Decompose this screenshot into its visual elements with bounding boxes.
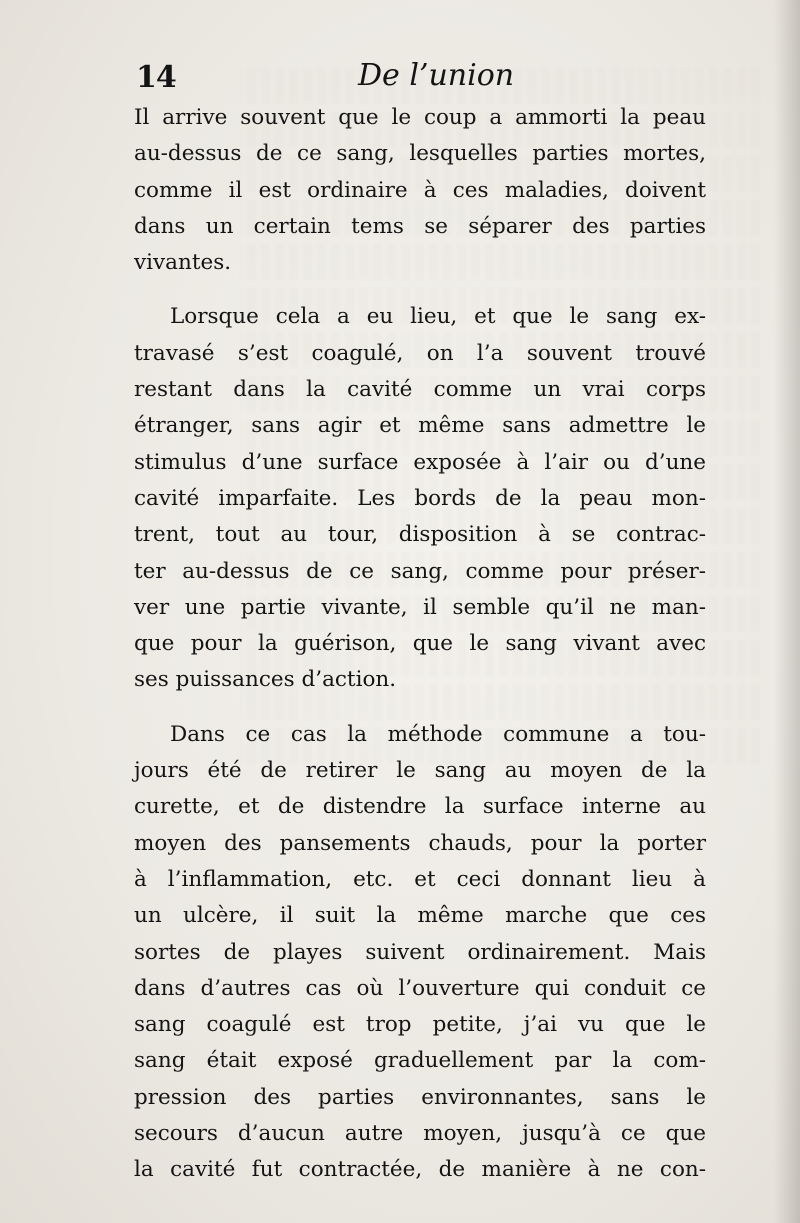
text-line: ter au-dessus de ce sang, comme pour préser- xyxy=(134,558,706,584)
text-line: secours d’aucun autre moyen, jusqu’à ce que xyxy=(134,1121,706,1147)
text-line: curette, et de distendre la surface interne au xyxy=(134,794,706,820)
text-line: au-dessus de ce sang, lesquelles parties mortes, xyxy=(134,141,706,167)
text-line: travasé s’est coagulé, on l’a souvent trouvé xyxy=(134,340,706,366)
page-header xyxy=(0,52,800,96)
paragraph-gap xyxy=(134,699,706,717)
text-line: sang était exposé graduellement par la com- xyxy=(134,1048,706,1074)
text-line: dans un certain tems se séparer des parties xyxy=(134,213,706,239)
text-line: Il arrive souvent que le coup a ammorti la peau xyxy=(134,105,706,130)
text-line: restant dans la cavité comme un vrai corps xyxy=(134,377,706,403)
text-line: ses puissances d’action. xyxy=(134,667,397,693)
text-line: sang coagulé est trop petite, j’ai vu que le xyxy=(134,1012,706,1038)
text-line: un ulcère, il suit la même marche que ces xyxy=(134,903,706,929)
paragraph-1 xyxy=(134,100,706,281)
text-line: moyen des pansements chauds, pour la porter xyxy=(134,830,706,856)
text-line: que pour la guérison, que le sang vivant avec xyxy=(134,631,706,657)
text-line: pression des parties environnantes, sans le xyxy=(134,1084,706,1110)
running-title: De l’union xyxy=(358,58,515,93)
text-line: la cavité fut contractée, de manière à ne con- xyxy=(134,1157,706,1183)
text-line: ver une partie vivante, il semble qu’il ne man- xyxy=(134,594,706,620)
text-line: à l’inflammation, etc. et ceci donnant lieu à xyxy=(134,866,706,892)
paragraph-gap xyxy=(134,281,706,299)
text-line: sortes de playes suivent ordinairement. Mais xyxy=(134,939,706,965)
text-line: stimulus d’une surface exposée à l’air ou d’une xyxy=(134,449,706,475)
body-text xyxy=(134,100,706,1189)
text-line: vivantes. xyxy=(134,250,232,276)
paragraph-2 xyxy=(134,299,706,698)
paragraph-3 xyxy=(134,717,706,1189)
text-line: cavité imparfaite. Les bords de la peau mon- xyxy=(134,485,706,511)
text-line: étranger, sans agir et même sans admettre le xyxy=(134,413,706,439)
text-line: jours été de retirer le sang au moyen de la xyxy=(134,758,706,784)
text-line: Dans ce cas la méthode commune a tou- xyxy=(170,721,706,747)
text-line: trent, tout au tour, disposition à se contrac- xyxy=(134,522,706,548)
text-line: comme il est ordinaire à ces maladies, doivent xyxy=(134,177,706,203)
binding-shadow xyxy=(774,0,800,1223)
text-line: Lorsque cela a eu lieu, et que le sang ex- xyxy=(170,304,706,330)
text-line: dans d’autres cas où l’ouverture qui conduit ce xyxy=(134,975,706,1001)
page-number: 14 xyxy=(136,60,176,95)
